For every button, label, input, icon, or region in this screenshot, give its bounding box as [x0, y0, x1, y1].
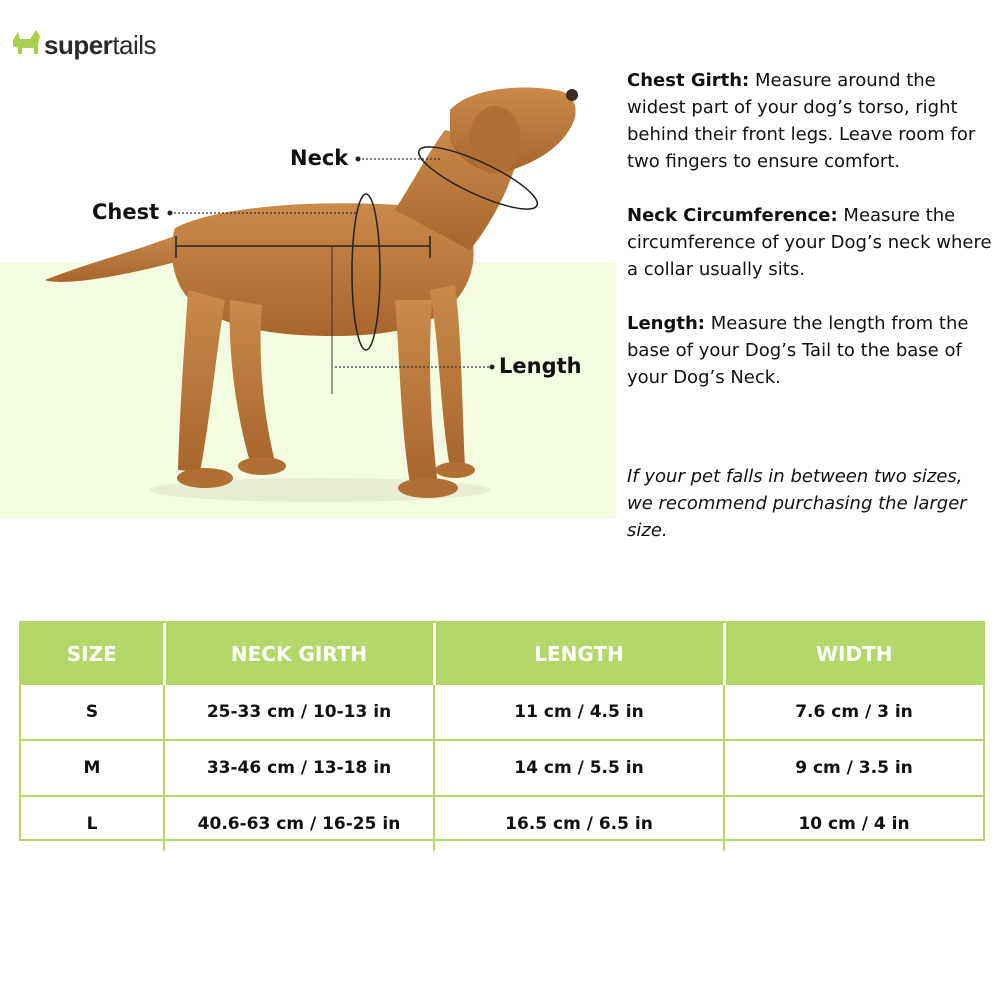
size-chart-table — [19, 621, 985, 841]
table-header-row — [21, 623, 983, 685]
neck-girth-cell: 40.6-63 cm / 16-25 in — [164, 796, 434, 851]
length-cell: 16.5 cm / 6.5 in — [434, 796, 724, 851]
dog-illustration — [0, 0, 620, 540]
column-header-width: WIDTH — [724, 623, 983, 685]
chest-girth-description — [627, 67, 992, 175]
neck-girth-cell: 25-33 cm / 10-13 in — [164, 685, 434, 740]
brand-name: supertails — [44, 30, 157, 60]
length-cell: 11 cm / 4.5 in — [434, 685, 724, 740]
chest-girth-text: Measure around the widest part of your dog’s torso, right behind their front legs. Leave room for two fingers to ensure comfort. — [627, 70, 976, 172]
length-term: Length: — [627, 313, 705, 334]
neck-label: Neck — [290, 146, 349, 170]
size-cell: S — [21, 685, 164, 740]
table-row — [21, 796, 983, 851]
length-label: Length — [499, 354, 582, 378]
table-row — [21, 685, 983, 740]
table-row — [21, 740, 983, 796]
width-cell: 10 cm / 4 in — [798, 814, 910, 834]
neck-circumference-term: Neck Circumference: — [627, 205, 838, 226]
length-text: Measure the length from the base of your Dog’s Tail to the base of your Dog’s Neck. — [627, 313, 969, 388]
length-cell: 14 cm / 5.5 in — [434, 740, 724, 796]
width-cell: 9 cm / 3.5 in — [724, 740, 983, 796]
length-description — [627, 310, 992, 391]
neck-girth-cell: 33-46 cm / 13-18 in — [164, 740, 434, 796]
column-header-size: SIZE — [21, 623, 164, 685]
column-header-length: LENGTH — [434, 623, 724, 685]
neck-circumference-description — [627, 202, 992, 283]
size-cell: L — [21, 796, 164, 851]
chest-label: Chest — [92, 200, 160, 224]
dog-figure — [0, 0, 620, 540]
chest-girth-term: Chest Girth: — [627, 70, 750, 91]
neck-circumference-text: Measure the circumference of your Dog’s neck where a collar usually sits. — [627, 205, 992, 280]
width-cell: 7.6 cm / 3 in — [724, 685, 983, 740]
size-cell: M — [21, 740, 164, 796]
size-note: If your pet falls in between two sizes, we recommend purchasing the larger size. — [627, 466, 967, 541]
column-header-neck-girth: NECK GIRTH — [164, 623, 434, 685]
